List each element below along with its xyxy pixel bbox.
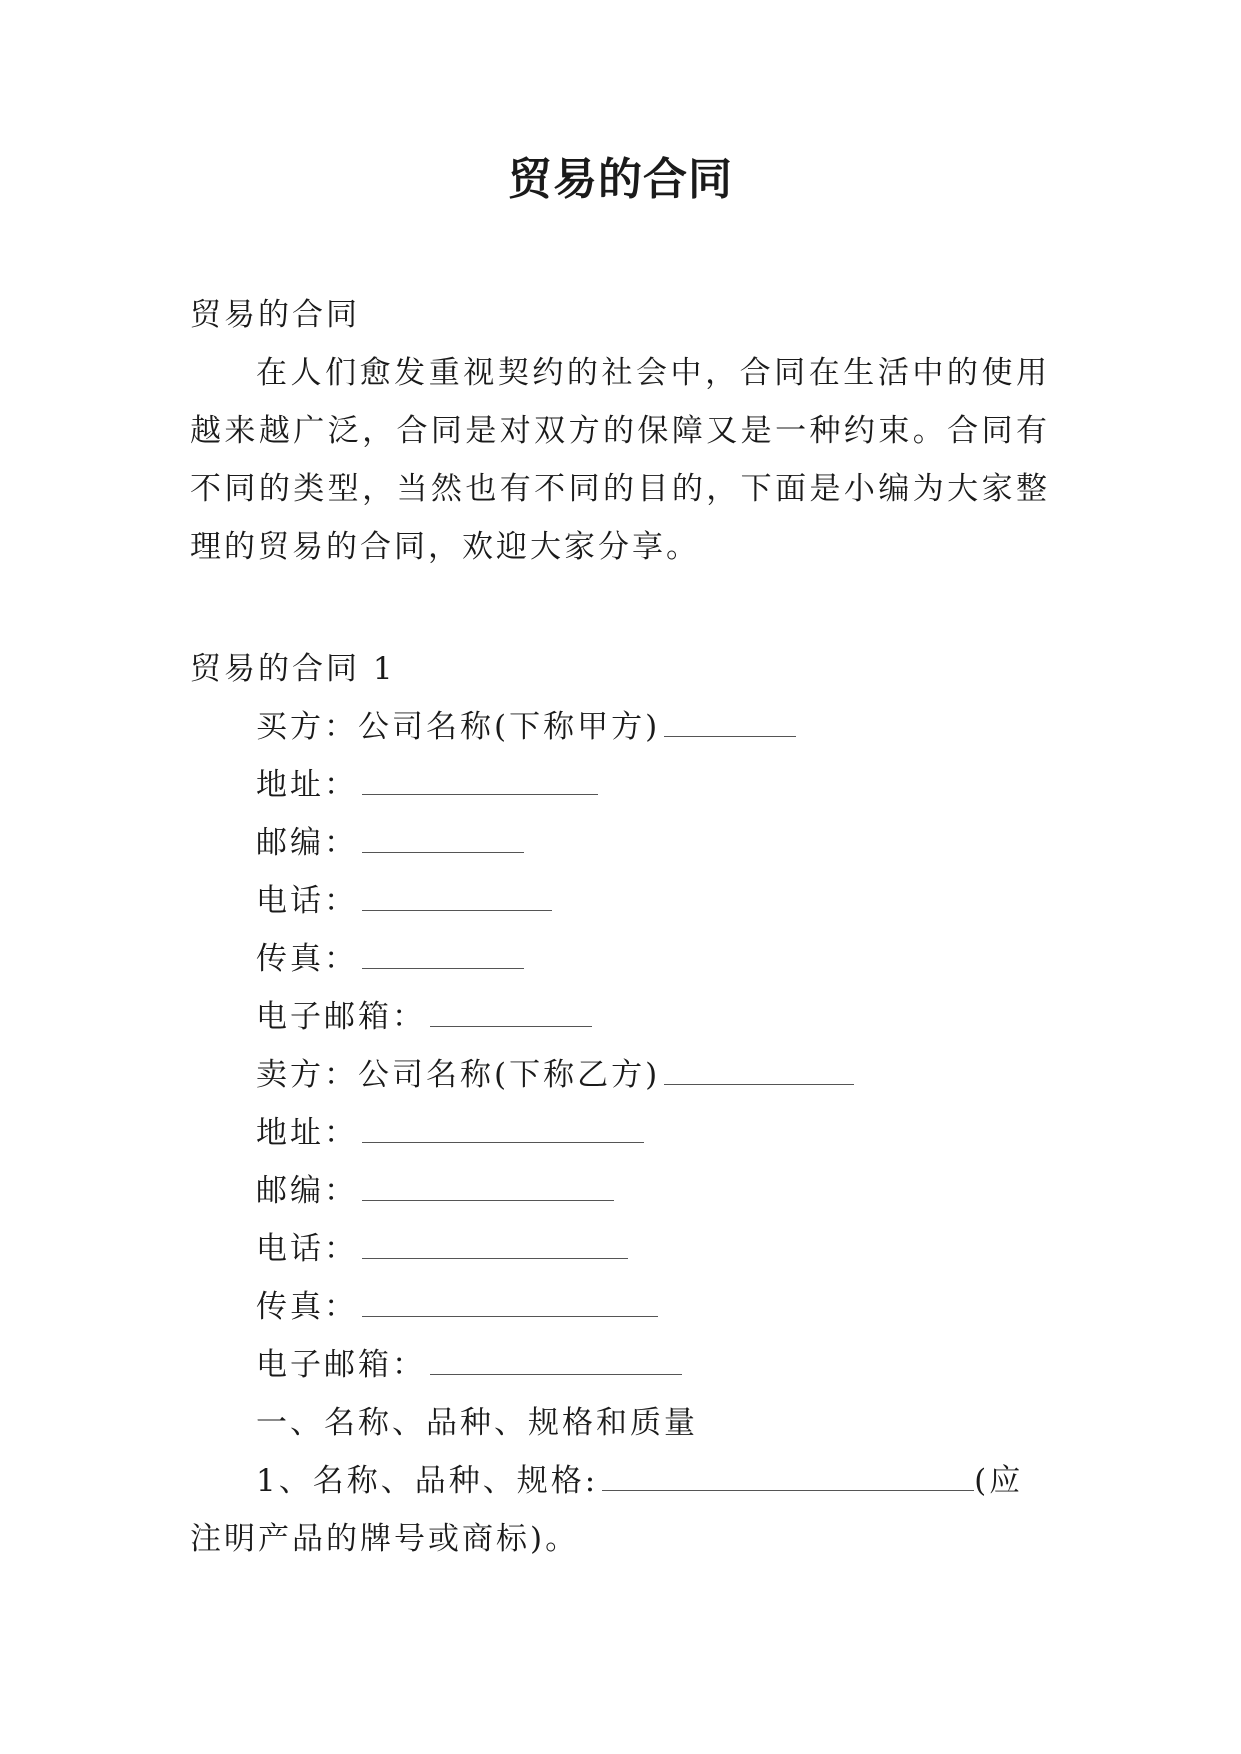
seller-name-label: 卖方：公司名称(下称乙方) [256,1057,661,1093]
document-title: 贸易的合同 [508,154,733,205]
buyer-postcode-line [190,814,1050,872]
seller-name-line [190,1046,1050,1104]
seller-phone-line [190,1220,1050,1278]
clause-1-continuation: 注明产品的牌号或商标)。 [190,1521,580,1557]
contract-fields [190,698,1050,1568]
buyer-name-line [190,698,1050,756]
section-heading: 贸易的合同 1 [190,651,396,687]
clause-1-tail: (应 [974,1463,1024,1499]
seller-address-label: 地址： [256,1115,358,1151]
buyer-fax-blank [362,966,524,969]
buyer-phone-line [190,872,1050,930]
buyer-phone-blank [362,908,552,911]
buyer-address-label: 地址： [256,767,358,803]
buyer-phone-label: 电话： [256,883,358,919]
buyer-email-label: 电子邮箱： [256,999,426,1035]
seller-name-blank [664,1082,854,1085]
seller-phone-label: 电话： [256,1231,358,1267]
seller-postcode-blank [362,1198,614,1201]
clause-1-line [190,1452,1050,1510]
buyer-fax-label: 传真： [256,941,358,977]
clause-1-blank [602,1488,974,1491]
intro-paragraph: 在人们愈发重视契约的社会中，合同在生活中的使用越来越广泛，合同是对双方的保障又是一种约束。合同有不同的类型，当然也有不同的目的，下面是小编为大家整理的贸易的合同，欢迎大家分享。 [190,355,1050,565]
buyer-postcode-label: 邮编： [256,825,358,861]
buyer-address-blank [362,792,598,795]
seller-address-line [190,1104,1050,1162]
intro-heading: 贸易的合同 [190,297,360,333]
seller-fax-label: 传真： [256,1289,358,1325]
seller-email-blank [430,1372,682,1375]
buyer-name-label: 买方：公司名称(下称甲方) [256,709,661,745]
clause-heading: 一、名称、品种、规格和质量 [256,1405,698,1441]
buyer-email-line [190,988,1050,1046]
seller-phone-blank [362,1256,628,1259]
buyer-address-line [190,756,1050,814]
seller-email-label: 电子邮箱： [256,1347,426,1383]
seller-postcode-line [190,1162,1050,1220]
seller-fax-line [190,1278,1050,1336]
buyer-name-blank [664,734,796,737]
seller-postcode-label: 邮编： [256,1173,358,1209]
seller-fax-blank [362,1314,658,1317]
buyer-postcode-blank [362,850,524,853]
buyer-email-blank [430,1024,592,1027]
buyer-fax-line [190,930,1050,988]
clause-1-start: 1、名称、品种、规格: [256,1463,599,1499]
seller-email-line [190,1336,1050,1394]
seller-address-blank [362,1140,644,1143]
